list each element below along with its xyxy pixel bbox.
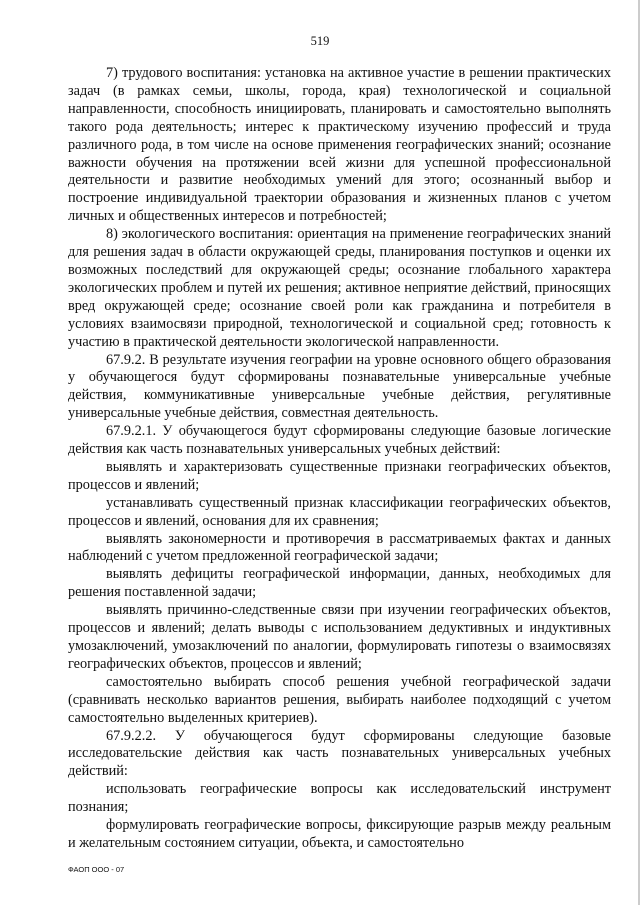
list-item: выявлять закономерности и противоречия в рассматриваемых фактах и данных наблюдений с учетом предложенной географической задачи; [68, 530, 611, 565]
list-item: самостоятельно выбирать способ решения учебной географической задачи (сравнивать несколько вариантов решения, выбирать наиболее подходящий с учетом самостоятельно выделенных критериев). [68, 673, 611, 726]
paragraph-67-9-2-1: 67.9.2.1. У обучающегося будут сформированы следующие базовые логические действия как часть познавательных универсальных учебных действий: [68, 423, 611, 458]
list-item: использовать географические вопросы как исследовательский инструмент познания; [68, 781, 611, 816]
page-number: 519 [310, 34, 330, 48]
list-item: устанавливать существенный признак классификации географических объектов, процессов и явлений, основания для их сравнения; [68, 494, 611, 529]
list-item: выявлять и характеризовать существенные признаки географических объектов, процессов и явлений; [68, 458, 611, 493]
paragraph-67-9-2-2: 67.9.2.2. У обучающегося будут сформированы следующие базовые исследовательские действия как часть познавательных универсальных учебных действий: [68, 727, 611, 780]
list-item: выявлять дефициты географической информации, данных, необходимых для решения поставленной задачи; [68, 566, 611, 601]
list-item: выявлять причинно-следственные связи при изучении географических объектов, процессов и явлений; делать выводы с использованием дедуктивных и индуктивных умозаключений, умозаключений по аналогии, формулировать гипотезы о взаимосвязях географических объектов, процессов и явлений; [68, 602, 611, 672]
paragraph-labor-education: 7) трудового воспитания: установка на активное участие в решении практических задач (в рамках семьи, школы, города, края) технологической и социальной направленности, способность инициировать, планировать и самостоятельно выполнять такого рода деятельность; интерес к практическому изучению профессий и труда различного рода, в том числе на основе применения географических знаний; осознание важности обучения на протяжении всей жизни для успешной профессиональной деятельности и развитие необходимых умений для этого; осознанный выбор и построение индивидуальной траектории образования и жизненных планов с учетом личных и общественных интересов и потребностей; [68, 65, 611, 225]
list-item: формулировать географические вопросы, фиксирующие разрыв между реальным и желательным состоянием ситуации, объекта, и самостоятельно [68, 817, 611, 851]
document-body [68, 65, 611, 853]
document-footer-code: ФАОП ООО - 07 [68, 865, 125, 874]
paragraph-ecological-education: 8) экологического воспитания: ориентация на применение географических знаний для решения задач в области окружающей среды, планирования поступков и оценки их возможных последствий для окружающей среды; осознание глобального характера экологических проблем и путей их решения; активное неприятие действий, приносящих вред окружающей среде; осознание своей роли как гражданина и потребителя в условиях взаимосвязи природной, технологической и социальной сред; готовность к участию в практической деятельности экологической направленности. [68, 226, 611, 350]
paragraph-67-9-2: 67.9.2. В результате изучения географии на уровне основного общего образования у обучающегося будут сформированы познавательные универсальные учебные действия, коммуникативные универсальные учебные действия, регулятивные универсальные учебные действия, совместная деятельность. [68, 351, 611, 422]
